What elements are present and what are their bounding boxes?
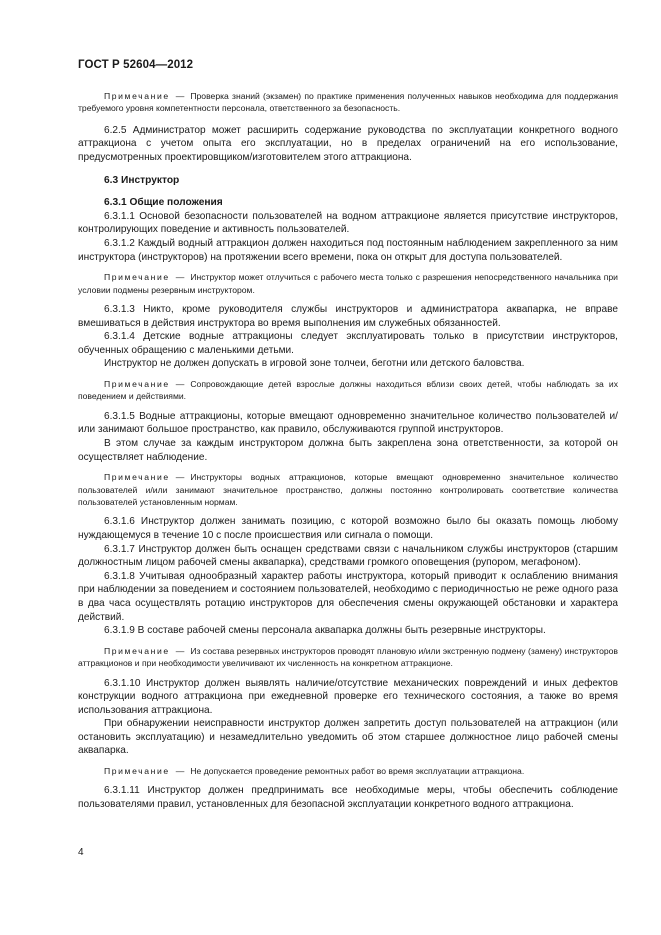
note-paragraph [78, 378, 618, 403]
paragraph-6-2-5: 6.2.5 Администратор может расширить содержание руководства по эксплуатации конкретного водного аттракциона с учетом опыта его эксплуатации, но в пределах ограничений на его использование, предусмотренных проектировщиком/изготовителем этого аттракциона. [78, 124, 618, 163]
subsection-heading-6-3-1: 6.3.1 Общие положения [104, 197, 223, 209]
paragraph-6-3-1-8: 6.3.1.8 Учитывая однообразный характер работы инструктора, который приводит к ослаблению внимания при наблюдении за поведением и состоянием пользователей, необходимо с периодичностью не реже одного раза в два часа осуществлять ротацию инструкторов для обеспечения смены окружающей обстановки и характера действий. [78, 570, 618, 623]
note-text: Из состава резервных инструкторов проводят плановую и/или экстренную подмену (замену) инструкторов аттракционов и при необходимости увеличивают их численность на конкретном аттракционе. [78, 645, 618, 669]
note-dash: — [175, 472, 185, 483]
paragraph-6-3-1-7: 6.3.1.7 Инструктор должен быть оснащен средствами связи с начальником службы инструкторов (старшим должностным лицом рабочей смены аквапарка), средствами громкого оповещения (рупором, мегафоном). [78, 543, 618, 569]
note-text: Сопровождающие детей взрослые должны находиться вблизи своих детей, чтобы наблюдать за их поведением и действиями. [78, 378, 618, 402]
document-body [78, 90, 618, 812]
note-label: Примечание [104, 472, 170, 483]
note-label: Примечание [104, 645, 170, 656]
note-text: Проверка знаний (экзамен) по практике применения полученных навыков необходима для поддержания требуемого уровня компетентности персонала, ответственного за безопасность. [78, 91, 618, 114]
paragraph-6-3-1-4: 6.3.1.4 Детские водные аттракционы следует эксплуатировать только в присутствии инструкторов, обученных обращению с маленькими детьми. [78, 331, 618, 356]
note-label: Примечание [104, 378, 170, 389]
note-paragraph [78, 645, 618, 670]
section-heading-6-3: 6.3 Инструктор [104, 174, 180, 186]
note-paragraph [78, 271, 618, 296]
paragraph-6-3-1-11: 6.3.1.11 Инструктор должен предпринимать все необходимые меры, чтобы обеспечить соблюдение пользователями правил, установленных для безопасной эксплуатации конкретного водного аттракциона. [78, 785, 618, 811]
note-dash: — [175, 645, 185, 656]
note-text: Не допускается проведение ремонтных работ во время эксплуатации аттракциона. [190, 766, 525, 777]
note-text: Инструктор может отлучиться с рабочего места только с разрешения непосредственного начальника при условии подмены резервным инструктором. [78, 272, 618, 295]
note-label: Примечание [104, 91, 170, 101]
note-dash: — [175, 91, 185, 101]
paragraph-6-3-1-4-continued: Инструктор не должен допускать в игровой зоне толчеи, беготни или детского баловства. [104, 358, 525, 370]
note-dash: — [175, 766, 185, 777]
paragraph-6-3-1-10-continued: При обнаружении неисправности инструктор должен запретить доступ пользователей на аттракцион (или остановить эксплуатацию) и незамедлительно уведомить об этом старшее должностное лицо рабочей смены аквапарка. [78, 718, 618, 757]
note-dash: — [175, 378, 185, 389]
paragraph-6-3-1-5-continued: В этом случае за каждым инструктором должна быть закреплена зона ответственности, за которой он осуществляет наблюдение. [78, 437, 618, 463]
paragraph-6-3-1-10: 6.3.1.10 Инструктор должен выявлять наличие/отсутствие механических повреждений и иных дефектов конструкции водного аттракциона при ежедневной проверке его технического состояния, а также во время использования аттракциона. [78, 677, 618, 716]
paragraph-6-3-1-9: 6.3.1.9 В составе рабочей смены персонала аквапарка должны быть резервные инструкторы. [104, 625, 546, 637]
note-text: Инструкторы водных аттракционов, которые вмещают одновременно значительное количество пользователей и/или занимают значительное пространство, должны постоянно контролировать соответствие количества пользователей установленным нормам. [78, 472, 618, 507]
paragraph-6-3-1-6: 6.3.1.6 Инструктор должен занимать позицию, с которой возможно было бы оказать помощь любому нуждающемуся в течение 10 с после происшествия или сигнала о помощи. [78, 516, 618, 541]
paragraph-6-3-1-3: 6.3.1.3 Никто, кроме руководителя службы инструкторов и администратора аквапарка, не вправе вмешиваться в действия инструктора во время выполнения им служебных обязанностей. [78, 303, 618, 329]
note-paragraph [78, 471, 618, 508]
note-dash: — [175, 272, 185, 283]
standard-header: ГОСТ Р 52604—2012 [78, 59, 194, 71]
paragraph-6-3-1-5: 6.3.1.5 Водные аттракционы, которые вмещают одновременно значительное количество пользователей и/или занимают большое пространство, как правило, обслуживаются группой инструкторов. [78, 410, 618, 436]
note-paragraph [78, 90, 618, 115]
paragraph-6-3-1-1: 6.3.1.1 Основой безопасности пользователей на водном аттракционе является присутствие инструкторов, контролирующих поведение и активность пользователей. [78, 210, 618, 236]
note-label: Примечание [104, 272, 170, 283]
note-paragraph [78, 765, 618, 777]
note-label: Примечание [104, 766, 170, 777]
page-number: 4 [78, 847, 84, 858]
paragraph-6-3-1-2: 6.3.1.2 Каждый водный аттракцион должен находиться под постоянным наблюдением закрепленного за ним инструктора (инструкторов) на протяжении всего времени, пока он открыт для доступа пользователей. [78, 237, 618, 263]
